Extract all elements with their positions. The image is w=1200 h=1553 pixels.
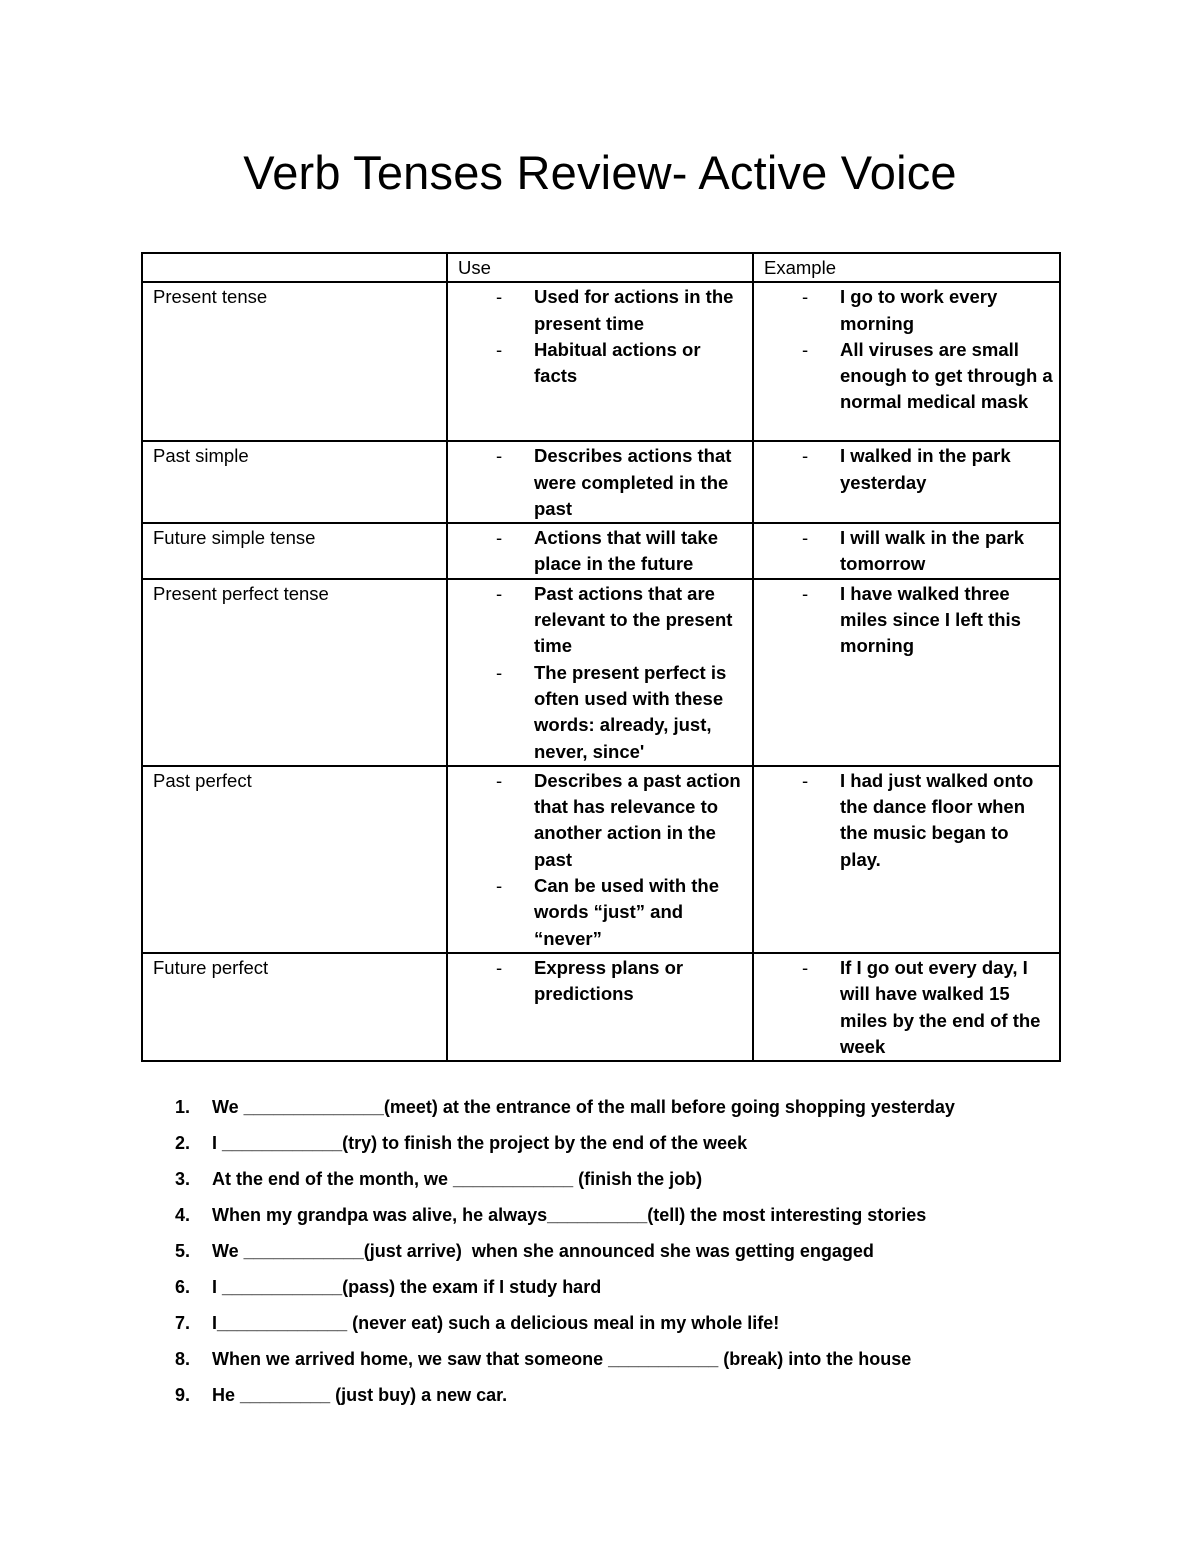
table-row — [142, 579, 1060, 766]
dash-bullet-icon: - — [802, 769, 809, 791]
use-text: Habitual actions or facts — [534, 338, 701, 387]
table-row — [142, 282, 1060, 441]
example-list-item — [764, 955, 1053, 1060]
tense-name-cell: Past simple — [142, 441, 447, 523]
header-cell-use: Use — [447, 253, 753, 282]
use-list-item — [458, 337, 746, 390]
example-list — [764, 525, 1053, 578]
example-list-item — [764, 284, 1053, 337]
use-text: The present perfect is often used with these words: already, just, never, since' — [534, 661, 727, 762]
use-list — [458, 768, 746, 952]
tense-name-cell: Present tense — [142, 282, 447, 441]
exercise-number: 7. — [175, 1313, 191, 1333]
use-list — [458, 443, 746, 522]
exercise-number: 3. — [175, 1169, 191, 1189]
exercise-text: I ____________(try) to finish the project by the end of the week — [212, 1133, 748, 1153]
use-list-item — [458, 955, 746, 1008]
dash-bullet-icon: - — [496, 445, 503, 467]
exercise-text: I_____________ (never eat) such a delicious meal in my whole life! — [212, 1313, 780, 1333]
example-text: All viruses are small enough to get through a normal medical mask — [840, 338, 1053, 413]
table-row — [142, 441, 1060, 523]
dash-bullet-icon: - — [802, 956, 809, 978]
use-list — [458, 581, 746, 765]
use-list-item — [458, 873, 746, 952]
exercise-item — [150, 1345, 955, 1381]
exercise-number: 8. — [175, 1349, 191, 1369]
exercise-list — [150, 1093, 955, 1417]
use-text: Actions that will take place in the future — [534, 527, 719, 575]
exercise-text: We ______________(meet) at the entrance of the mall before going shopping yesterday — [212, 1097, 955, 1117]
dash-bullet-icon: - — [496, 956, 503, 978]
example-list-item — [764, 768, 1053, 873]
dash-bullet-icon: - — [496, 875, 503, 897]
exercise-number: 1. — [175, 1097, 191, 1117]
example-list — [764, 284, 1053, 415]
table-row — [142, 766, 1060, 953]
tense-name-cell: Future perfect — [142, 953, 447, 1061]
exercise-number: 9. — [175, 1385, 191, 1405]
use-cell — [447, 523, 753, 579]
example-cell — [753, 441, 1060, 523]
example-cell — [753, 282, 1060, 441]
exercise-text: At the end of the month, we ____________ (finish the job) — [212, 1169, 703, 1189]
use-list — [458, 955, 746, 1008]
use-text: Describes actions that were completed in the past — [534, 445, 732, 519]
example-text: If I go out every day, I will have walked 15 miles by the end of the week — [840, 956, 1041, 1057]
exercise-text: When my grandpa was alive, he always__________(tell) the most interesting stories — [212, 1205, 927, 1225]
exercise-item — [150, 1381, 955, 1417]
table-header-row — [142, 253, 1060, 282]
dash-bullet-icon: - — [802, 582, 809, 604]
tense-name-cell: Present perfect tense — [142, 579, 447, 766]
example-cell — [753, 523, 1060, 579]
exercise-item — [150, 1129, 955, 1165]
exercise-number: 5. — [175, 1241, 191, 1261]
use-text: Past actions that are relevant to the present time — [534, 582, 733, 657]
tense-name-cell: Future simple tense — [142, 523, 447, 579]
dash-bullet-icon: - — [802, 286, 809, 308]
example-cell — [753, 579, 1060, 766]
use-list-item — [458, 525, 746, 578]
use-list-item — [458, 660, 746, 765]
example-list-item — [764, 581, 1053, 660]
example-text: I walked in the park yesterday — [840, 445, 1011, 493]
exercise-item — [150, 1201, 955, 1237]
example-list-item — [764, 337, 1053, 416]
header-cell-tense — [142, 253, 447, 282]
exercise-number: 2. — [175, 1133, 191, 1153]
exercise-number: 4. — [175, 1205, 191, 1225]
example-list-item — [764, 443, 1053, 496]
use-list — [458, 525, 746, 578]
exercise-item — [150, 1093, 955, 1129]
exercise-text: He _________ (just buy) a new car. — [212, 1385, 508, 1405]
verb-tenses-table — [141, 252, 1061, 1062]
example-list — [764, 955, 1053, 1060]
use-cell — [447, 579, 753, 766]
header-cell-example: Example — [753, 253, 1060, 282]
exercise-number: 6. — [175, 1277, 191, 1297]
example-list — [764, 768, 1053, 873]
use-list — [458, 284, 746, 389]
exercise-text: We ____________(just arrive) when she announced she was getting engaged — [212, 1241, 874, 1261]
exercise-item — [150, 1273, 955, 1309]
example-list — [764, 581, 1053, 660]
use-text: Used for actions in the present time — [534, 286, 734, 334]
example-cell — [753, 766, 1060, 953]
dash-bullet-icon: - — [496, 286, 503, 308]
tense-name-cell: Past perfect — [142, 766, 447, 953]
example-cell — [753, 953, 1060, 1061]
dash-bullet-icon: - — [496, 527, 503, 549]
example-list — [764, 443, 1053, 496]
use-text: Describes a past action that has relevance to another action in the past — [534, 769, 741, 870]
dash-bullet-icon: - — [496, 338, 503, 360]
example-text: I have walked three miles since I left this morning — [840, 582, 1021, 657]
table-row — [142, 953, 1060, 1061]
example-text: I go to work every morning — [840, 286, 998, 334]
dash-bullet-icon: - — [496, 582, 503, 604]
use-cell — [447, 441, 753, 523]
page-title: Verb Tenses Review- Active Voice — [243, 146, 957, 199]
example-list-item — [764, 525, 1053, 578]
use-list-item — [458, 284, 746, 337]
dash-bullet-icon: - — [496, 769, 503, 791]
use-text: Can be used with the words “just” and “never” — [534, 875, 720, 949]
use-cell — [447, 282, 753, 441]
use-text: Express plans or predictions — [534, 956, 684, 1005]
dash-bullet-icon: - — [802, 527, 809, 549]
use-cell — [447, 766, 753, 953]
use-cell — [447, 953, 753, 1061]
use-list-item — [458, 581, 746, 660]
dash-bullet-icon: - — [802, 338, 809, 360]
exercise-item — [150, 1309, 955, 1345]
exercise-text: When we arrived home, we saw that someone ___________ (break) into the house — [212, 1349, 912, 1369]
use-list-item — [458, 443, 746, 522]
dash-bullet-icon: - — [802, 445, 809, 467]
exercise-item — [150, 1237, 955, 1273]
dash-bullet-icon: - — [496, 661, 503, 683]
example-text: I will walk in the park tomorrow — [840, 527, 1025, 575]
use-list-item — [458, 768, 746, 873]
example-text: I had just walked onto the dance floor when the music began to play. — [840, 769, 1034, 870]
exercise-item — [150, 1165, 955, 1201]
exercise-text: I ____________(pass) the exam if I study hard — [212, 1277, 602, 1297]
table-row — [142, 523, 1060, 579]
